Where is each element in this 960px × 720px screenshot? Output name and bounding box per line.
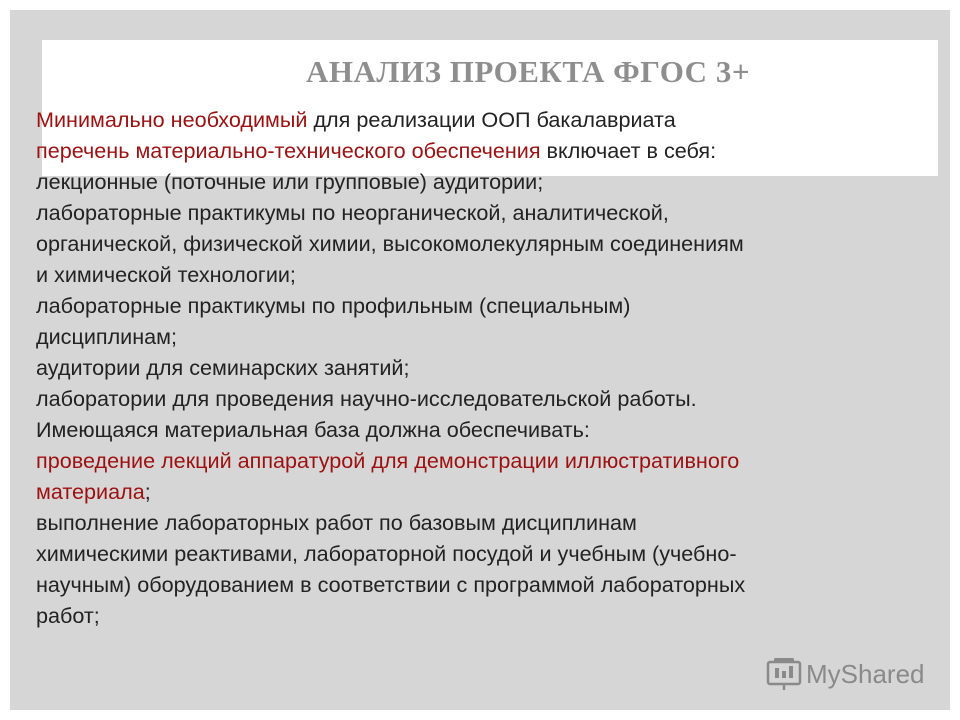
text-line (36, 476, 926, 507)
text-segment: работ; (36, 603, 100, 628)
watermark-logo (766, 656, 926, 696)
highlighted-text: перечень материально-технического обеспечения (36, 138, 541, 163)
highlighted-text: Минимально необходимый (36, 107, 308, 132)
highlighted-text: материала (36, 479, 145, 504)
text-line (36, 290, 926, 321)
text-segment: Имеющаяся материальная база должна обеспечивать: (36, 417, 590, 442)
slide-title: АНАЛИЗ ПРОЕКТА ФГОС 3+ (306, 54, 750, 89)
text-line (36, 166, 926, 197)
text-line (36, 352, 926, 383)
text-segment: выполнение лабораторных работ по базовым дисциплинам (36, 510, 637, 535)
slide-body (36, 104, 926, 631)
text-segment: органической, физической химии, высокомолекулярным соединениям (36, 231, 744, 256)
text-line (36, 321, 926, 352)
text-segment: лабораторные практикумы по профильным (специальным) (36, 293, 631, 318)
text-line (36, 104, 926, 135)
text-segment: лаборатории для проведения научно-исследовательской работы. (36, 386, 697, 411)
text-line (36, 259, 926, 290)
text-segment: дисциплинам; (36, 324, 178, 349)
text-segment: химическими реактивами, лабораторной посудой и учебным (учебно- (36, 541, 737, 566)
text-line (36, 414, 926, 445)
text-segment: для реализации ООП бакалавриата (307, 107, 676, 132)
text-line (36, 197, 926, 228)
text-line (36, 445, 926, 476)
text-line (36, 135, 926, 166)
text-line (36, 507, 926, 538)
highlighted-text: проведение лекций аппаратурой для демонстрации иллюстративного (36, 448, 740, 473)
watermark-text: MyShared (806, 659, 925, 689)
text-line (36, 228, 926, 259)
text-segment: научным) оборудованием в соответствии с программой лабораторных (36, 572, 746, 597)
text-line (36, 600, 926, 631)
text-segment: включает в себя: (540, 138, 717, 163)
text-line (36, 569, 926, 600)
text-segment: лекционные (поточные или групповые) аудитории; (36, 169, 544, 194)
text-line (36, 538, 926, 569)
text-line (36, 383, 926, 414)
text-segment: лабораторные практикумы по неорганической, аналитической, (36, 200, 669, 225)
text-segment: аудитории для семинарских занятий; (36, 355, 410, 380)
text-segment: и химической технологии; (36, 262, 296, 287)
presentation-board-icon (766, 656, 802, 692)
text-segment: ; (144, 479, 151, 504)
